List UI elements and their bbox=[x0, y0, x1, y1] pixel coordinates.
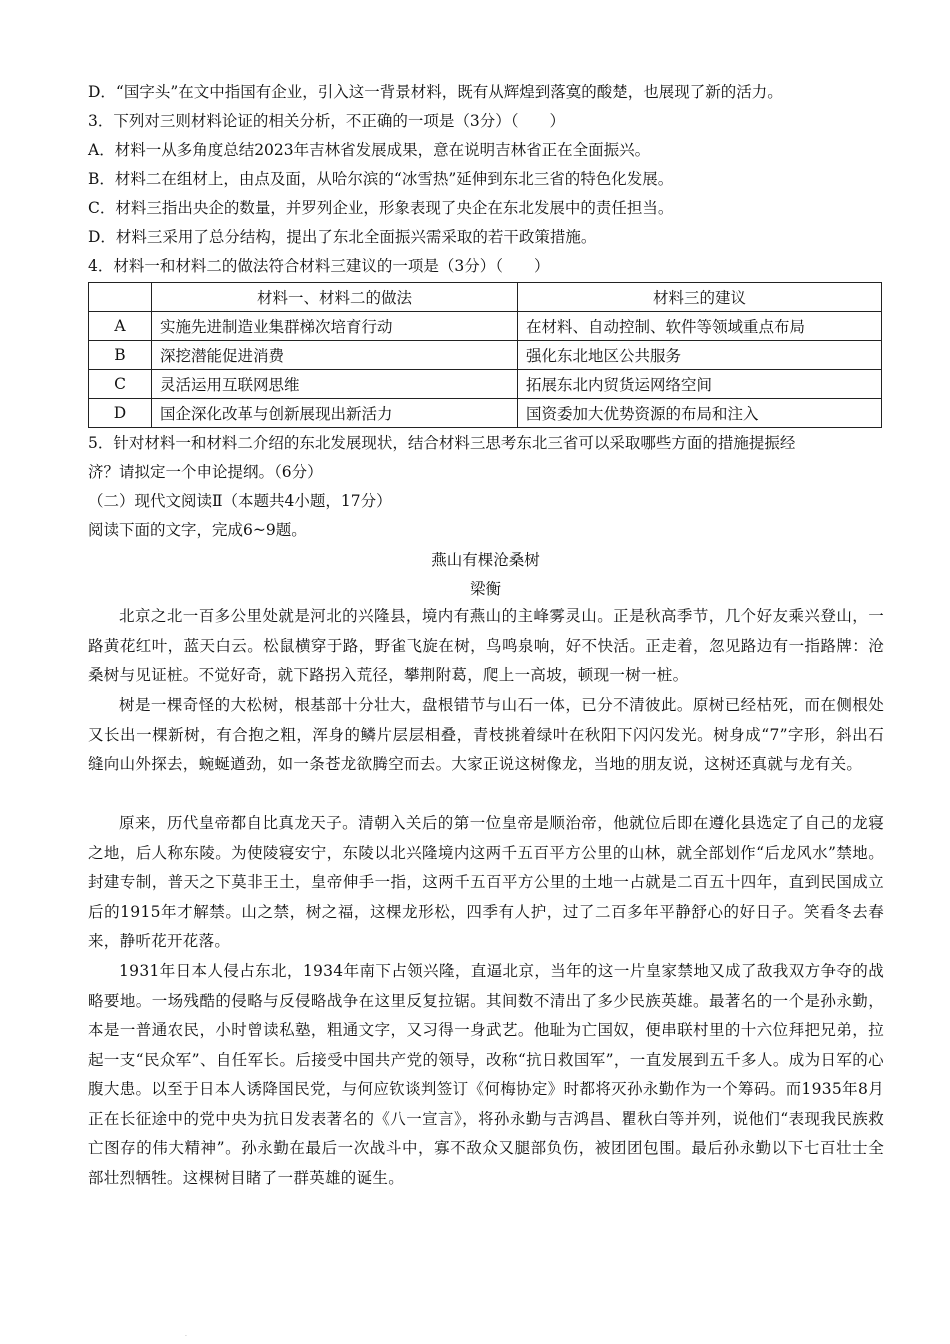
article-title: 燕山有棵沧桑树 bbox=[431, 551, 540, 569]
reading-instruction: 阅读下面的文字，完成6~9题。 bbox=[88, 521, 307, 539]
option-suggestion: 强化东北地区公共服务 bbox=[518, 341, 882, 370]
option-suggestion: 拓展东北内贸货运网络空间 bbox=[518, 370, 882, 399]
table-header-blank bbox=[89, 283, 152, 312]
option-suggestion: 在材料、自动控制、软件等领域重点布局 bbox=[518, 312, 882, 341]
option-practice: 实施先进制造业集群梯次培育行动 bbox=[152, 312, 518, 341]
section-heading: （二）现代文阅读Ⅱ（本题共4小题，17分） bbox=[88, 492, 392, 510]
table-header-practice: 材料一、材料二的做法 bbox=[152, 283, 518, 312]
table-row bbox=[89, 399, 882, 428]
footer-dot: . bbox=[185, 1331, 187, 1338]
article-paragraph-2: 树是一棵奇怪的大松树，根基部十分壮大，盘根错节与山石一体，已分不清彼此。原树已经枯死，而在侧根处又长出一棵新树，有合抱之粗，浑身的鳞片层层相叠，青枝挑着绿叶在秋阳下闪闪发光。树身成“7”字形，斜出石缝向山外探去，蜿蜒遒劲，如一条苍龙欲腾空而去。大家正说这树像龙，当地的朋友说，这树还真就与龙有关。 bbox=[88, 696, 884, 773]
question-4-options-table bbox=[88, 282, 882, 428]
option-key: C bbox=[89, 370, 152, 399]
article-paragraph-1: 北京之北一百多公里处就是河北的兴隆县，境内有燕山的主峰雾灵山。正是秋高季节，几个好友乘兴登山，一路黄花红叶，蓝天白云。松鼠横穿于路，野雀飞旋在树，鸟鸣泉响，好不快活。正走着，忽见路边有一指路牌：沧桑树与见证桩。不觉好奇，就下路拐入荒径，攀荆附葛，爬上一高坡，顿现一树一桩。 bbox=[88, 607, 884, 684]
question-2-option-d: D．“国字头”在文中指国有企业，引入这一背景材料，既有从辉煌到落寞的酸楚，也展现了新的活力。 bbox=[88, 83, 783, 101]
question-4-stem: 4．材料一和材料二的做法符合材料三建议的一项是（3分）（ ） bbox=[88, 257, 550, 275]
option-key: D bbox=[89, 399, 152, 428]
article-paragraph-4: 1931年日本人侵占东北，1934年南下占领兴隆，直逼北京，当年的这一片皇家禁地又成了敌我双方争夺的战略要地。一场残酷的侵略与反侵略战争在这里反复拉锯。其间数不清出了多少民族英雄。最著名的一个是孙永勤，本是一普通农民，小时曾读私塾，粗通文字，又习得一身武艺。他耻为亡国奴，便串联村里的十六位拜把兄弟，拉起一支“民众军”、自任军长。后接受中国共产党的领导，改称“抗日救国军”，一直发展到五千多人。成为日军的心腹大患。以至于日本人诱降国民党，与何应钦谈判签订《何梅协定》时都将灭孙永勤作为一个筹码。而1935年8月正在长征途中的党中央为抗日发表著名的《八一宣言》，将孙永勤与吉鸿昌、瞿秋白等并列，说他们“表现我民族救亡图存的伟大精神”。孙永勤在最后一次战斗中，寡不敌众又腿部负伤，被团团包围。最后孙永勤以下七百壮士全部壮烈牺牲。这棵树目睹了一群英雄的诞生。 bbox=[88, 962, 884, 1187]
table-row bbox=[89, 341, 882, 370]
table-header-row bbox=[89, 283, 882, 312]
option-key: A bbox=[89, 312, 152, 341]
question-5-stem-line-2: 济？请拟定一个申论提纲。（6分） bbox=[88, 463, 323, 481]
option-practice: 灵活运用互联网思维 bbox=[152, 370, 518, 399]
question-3-option-d: D．材料三采用了总分结构，提出了东北全面振兴需采取的若干政策措施。 bbox=[88, 228, 597, 246]
question-3-option-b: B．材料二在组材上，由点及面，从哈尔滨的“冰雪热”延伸到东北三省的特色化发展。 bbox=[88, 170, 674, 188]
table-header-suggestion: 材料三的建议 bbox=[518, 283, 882, 312]
option-suggestion: 国资委加大优势资源的布局和注入 bbox=[518, 399, 882, 428]
question-3-option-a: A．材料一从多角度总结2023年吉林省发展成果，意在说明吉林省正在全面振兴。 bbox=[88, 141, 651, 159]
option-practice: 国企深化改革与创新展现出新活力 bbox=[152, 399, 518, 428]
table-row bbox=[89, 312, 882, 341]
question-3-stem: 3．下列对三则材料论证的相关分析，不正确的一项是（3分）（ ） bbox=[88, 112, 565, 130]
option-key: B bbox=[89, 341, 152, 370]
article-author: 梁衡 bbox=[469, 580, 501, 598]
table-row bbox=[89, 370, 882, 399]
article-paragraph-3: 原来，历代皇帝都自比真龙天子。清朝入关后的第一位皇帝是顺治帝，他就位后即在遵化县选定了自己的龙寝之地，后人称东陵。为使陵寝安宁，东陵以北兴隆境内这两千五百平方公里的山林，就全部划作“后龙风水”禁地。封建专制，普天之下莫非王土，皇帝伸手一指，这两千五百平方公里的土地一占就是二百五十四年，直到民国成立后的1915年才解禁。山之禁，树之福，这棵龙形松，四季有人护，过了二百多年平静舒心的好日子。笑看冬去春来，静听花开花落。 bbox=[88, 814, 884, 950]
option-practice: 深挖潜能促进消费 bbox=[152, 341, 518, 370]
question-5-stem-line-1: 5．针对材料一和材料二介绍的东北发展现状，结合材料三思考东北三省可以采取哪些方面的措施提振经 bbox=[88, 434, 796, 452]
question-3-option-c: C．材料三指出央企的数量，并罗列企业，形象表现了央企在东北发展中的责任担当。 bbox=[88, 199, 674, 217]
